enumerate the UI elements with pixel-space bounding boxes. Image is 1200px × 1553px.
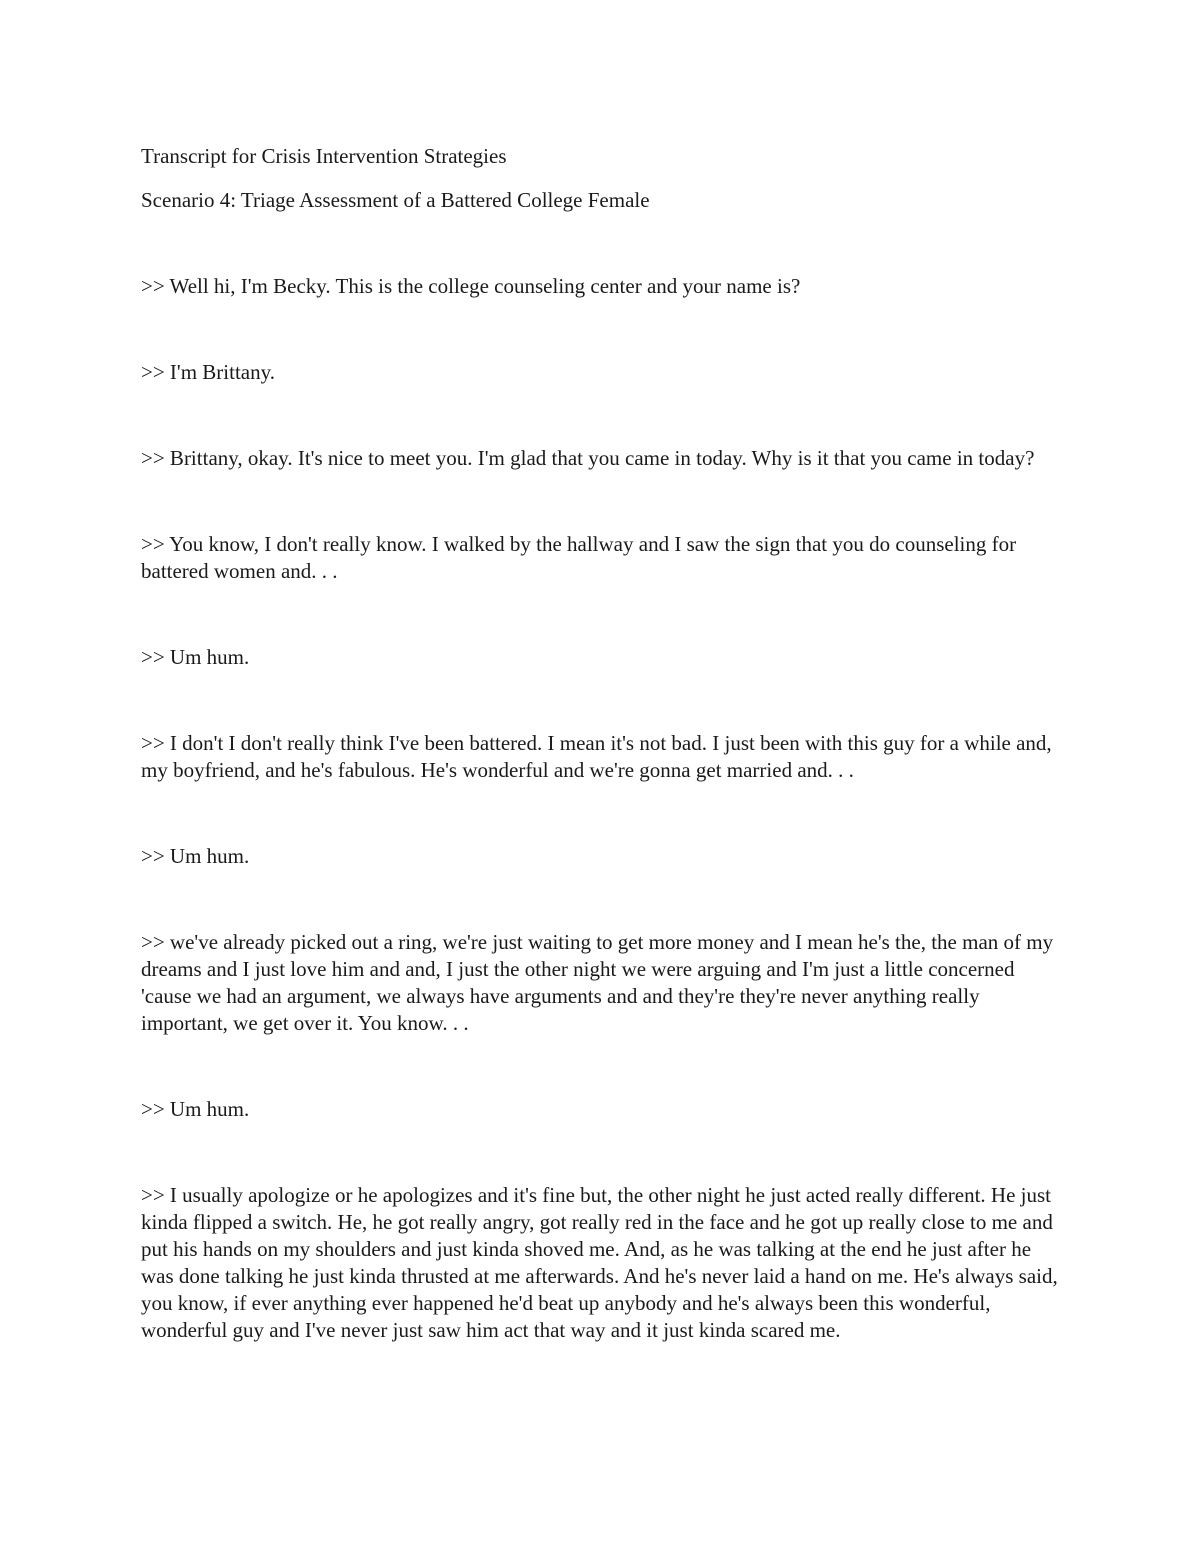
transcript-turn-7: >> Um hum.	[141, 844, 250, 868]
transcript-turn-8: >> we've already picked out a ring, we're just waiting to get more money and I mean he's the, the man of my dreams and I just love him and and, I just the other night we were arguing and I'm just a little concerned 'cause we had an argument, we always have arguments and and they're they're never anything really important, we get over it. You know. . .	[141, 930, 1054, 1035]
transcript-turn-9: >> Um hum.	[141, 1097, 250, 1121]
transcript-turn-3: >> Brittany, okay. It's nice to meet you. I'm glad that you came in today. Why is it that you came in today?	[141, 446, 1035, 470]
transcript-turn-2: >> I'm Brittany.	[141, 360, 276, 384]
document-body	[141, 143, 1061, 1344]
transcript-turn-5: >> Um hum.	[141, 645, 250, 669]
transcript-turn-6: >> I don't I don't really think I've been battered. I mean it's not bad. I just been with this guy for a while and, my boyfriend, and he's fabulous. He's wonderful and we're gonna get married and. . .	[141, 731, 1052, 782]
scenario-subtitle: Scenario 4: Triage Assessment of a Battered College Female	[141, 188, 650, 212]
transcript-turn-4: >> You know, I don't really know. I walked by the hallway and I saw the sign that you do counseling for battered women and. . .	[141, 532, 1017, 583]
transcript-turn-1: >> Well hi, I'm Becky. This is the college counseling center and your name is?	[141, 274, 801, 298]
document-title: Transcript for Crisis Intervention Strategies	[141, 144, 507, 168]
transcript-turn-10: >> I usually apologize or he apologizes and it's fine but, the other night he just acted really different. He just kinda flipped a switch. He, he got really angry, got really red in the face and he got up really close to me and put his hands on my shoulders and just kinda shoved me. And, as he was talking at the end he just after he was done talking he just kinda thrusted at me afterwards. And he's never laid a hand on me. He's always said, you know, if ever anything ever happened he'd beat up anybody and he's always been this wonderful, wonderful guy and I've never just saw him act that way and it just kinda scared me.	[141, 1183, 1058, 1342]
